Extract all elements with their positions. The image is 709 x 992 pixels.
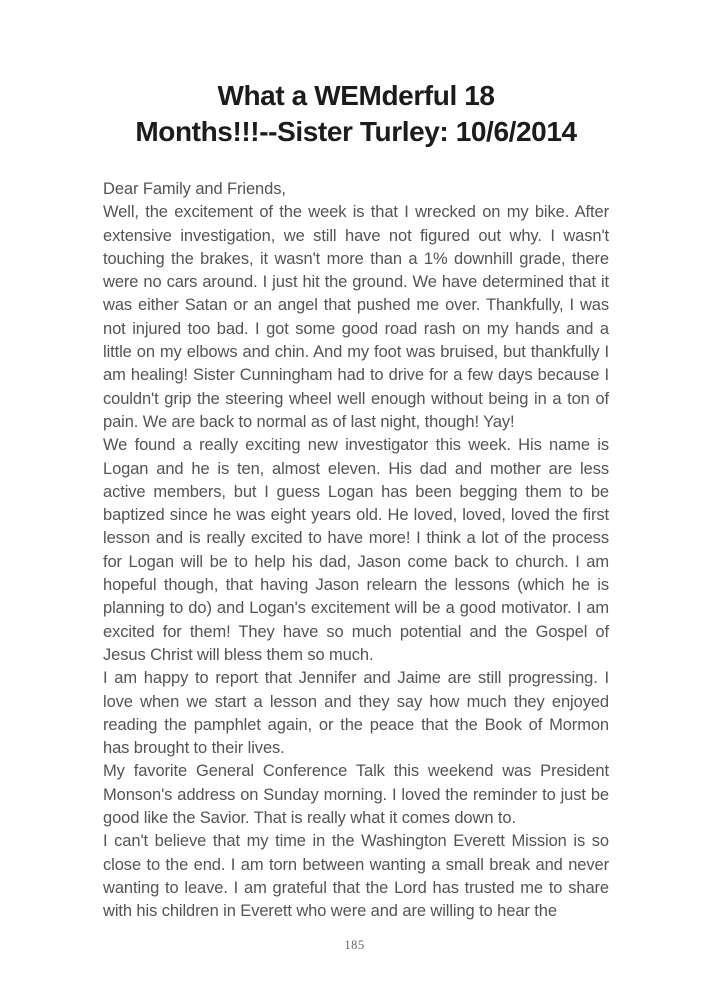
page-title bbox=[103, 78, 609, 150]
letter-paragraph-2: We found a really exciting new investigator this week. His name is Logan and he is ten, almost eleven. His dad and mother are less active members, but I guess Logan has been begging them to be baptized since he was eight years old. He loved, loved, loved the first lesson and is really excited to have more! I think a lot of the process for Logan will be to help his dad, Jason come back to church. I am hopeful though, that having Jason relearn the lessons (which he is planning to do) and Logan's excitement will be a good motivator. I am excited for them! They have so much potential and the Gospel of Jesus Christ will bless them so much. bbox=[103, 436, 609, 664]
letter-paragraph-5: I can't believe that my time in the Washington Everett Mission is so close to the end. I am torn between wanting a small break and never wanting to leave. I am grateful that the Lord has trusted me to share with his children in Everett who were and are willing to hear the bbox=[103, 832, 609, 921]
letter-salutation: Dear Family and Friends, bbox=[103, 180, 286, 198]
page-content bbox=[103, 78, 609, 924]
letter-paragraph-3: I am happy to report that Jennifer and Jaime are still progressing. I love when we start a lesson and they say how much they enjoyed reading the pamphlet again, or the peace that the Book of Mormon has brought to their lives. bbox=[103, 669, 609, 758]
page-number: 185 bbox=[344, 938, 365, 952]
page-title-line-1: What a WEMderful 18 bbox=[217, 80, 495, 111]
page-title-line-2: Months!!!--Sister Turley: 10/6/2014 bbox=[135, 116, 577, 147]
letter-paragraph-4: My favorite General Conference Talk this weekend was President Monson's address on Sunday morning. I loved the reminder to just be good like the Savior. That is really what it comes down to. bbox=[103, 762, 609, 828]
letter-paragraph-1: Well, the excitement of the week is that I wrecked on my bike. After extensive investigation, we still have not figured out why. I wasn't touching the brakes, it wasn't more than a 1% downhill grade, there were no cars around. I just hit the ground. We have determined that it was either Satan or an angel that pushed me over. Thankfully, I was not injured too bad. I got some good road rash on my hands and a little on my elbows and chin. And my foot was bruised, but thankfully I am healing! Sister Cunningham had to drive for a few days because I couldn't grip the steering wheel well enough without being in a ton of pain. We are back to normal as of last night, though! Yay! bbox=[103, 203, 609, 431]
letter-body bbox=[103, 178, 609, 924]
